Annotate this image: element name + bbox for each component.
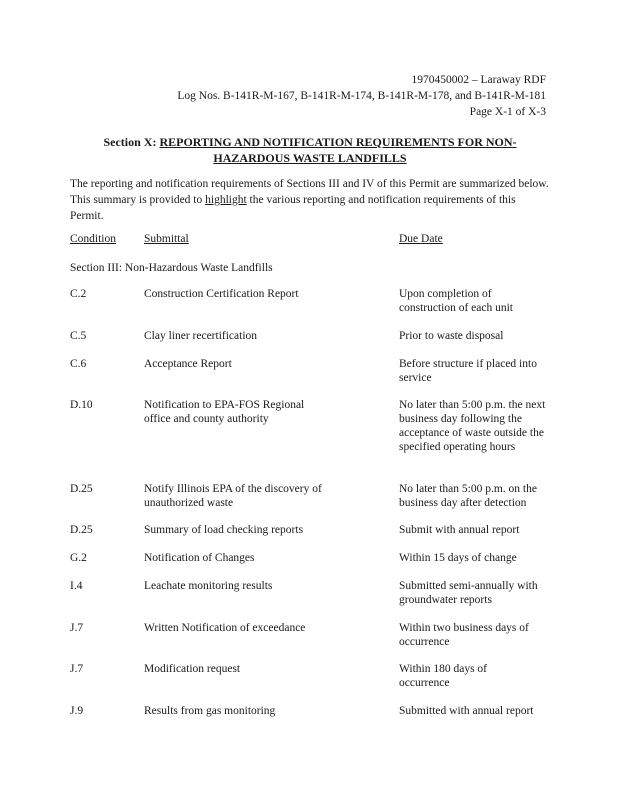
row-due-date: Upon completion of construction of each unit xyxy=(399,288,514,314)
log-numbers-line: Log Nos. B-141R-M-167, B-141R-M-174, B-141R-M-178, and B-141R-M-181 xyxy=(177,90,546,102)
header-due-date: Due Date xyxy=(399,233,443,245)
section-title-prefix: Section X: xyxy=(103,135,157,149)
row-condition: D.25 xyxy=(70,483,93,495)
row-due-date: Submitted semi-annually with groundwater reports xyxy=(399,580,538,606)
intro-paragraph xyxy=(70,176,550,224)
row-submittal: Notification to EPA-FOS Regional office and county authority xyxy=(144,399,305,425)
document-header xyxy=(177,72,546,120)
row-condition: J.7 xyxy=(70,622,84,634)
row-due-date: No later than 5:00 p.m. on the business day after detection xyxy=(399,483,537,509)
row-due-date: Prior to waste disposal xyxy=(399,330,504,342)
row-due-date: Within two business days of occurrence xyxy=(399,622,529,648)
row-due-date: No later than 5:00 p.m. the next business day following the acceptance of waste outside the specified operating hours xyxy=(399,399,546,453)
row-due-date: Before structure if placed into service xyxy=(399,358,537,384)
intro-part1: The reporting and notification requirements of Sections III and IV of this Permit are summarized below. This summary is provided to xyxy=(70,178,549,206)
section-title-line1: REPORTING AND NOTIFICATION REQUIREMENTS FOR NON- xyxy=(159,135,517,149)
header-submittal: Submittal xyxy=(144,233,189,245)
row-condition: G.2 xyxy=(70,552,87,564)
permit-id-line: 1970450002 – Laraway RDF xyxy=(411,74,546,86)
row-condition: C.2 xyxy=(70,288,87,300)
header-condition: Condition xyxy=(70,233,117,245)
row-submittal: Results from gas monitoring xyxy=(144,705,276,717)
row-submittal: Leachate monitoring results xyxy=(144,580,273,592)
row-condition: D.25 xyxy=(70,524,93,536)
row-condition: C.6 xyxy=(70,358,87,370)
intro-emphasis: highlight xyxy=(205,194,247,206)
row-due-date: Submit with annual report xyxy=(399,524,520,536)
row-due-date: Submitted with annual report xyxy=(399,705,534,717)
row-due-date: Within 15 days of change xyxy=(399,552,517,564)
row-submittal: Modification request xyxy=(144,663,241,675)
intro-part2: the various reporting and notification requirements of this Permit. xyxy=(70,194,516,222)
row-condition: J.9 xyxy=(70,705,84,717)
section-title xyxy=(70,134,550,166)
page-number-line: Page X-1 of X-3 xyxy=(469,106,546,118)
row-submittal: Notification of Changes xyxy=(144,552,255,564)
row-submittal: Summary of load checking reports xyxy=(144,524,304,536)
section-label: Section III: Non-Hazardous Waste Landfills xyxy=(70,262,273,274)
row-submittal: Construction Certification Report xyxy=(144,288,299,300)
row-submittal: Clay liner recertification xyxy=(144,330,258,342)
row-submittal: Acceptance Report xyxy=(144,358,232,370)
row-condition: D.10 xyxy=(70,399,93,411)
row-due-date: Within 180 days of occurrence xyxy=(399,663,488,689)
row-condition: I.4 xyxy=(70,580,83,592)
row-condition: C.5 xyxy=(70,330,87,342)
section-title-line2: HAZARDOUS WASTE LANDFILLS xyxy=(213,151,407,165)
row-submittal: Notify Illinois EPA of the discovery of unauthorized waste xyxy=(144,483,322,509)
row-submittal: Written Notification of exceedance xyxy=(144,622,306,634)
row-condition: J.7 xyxy=(70,663,84,675)
